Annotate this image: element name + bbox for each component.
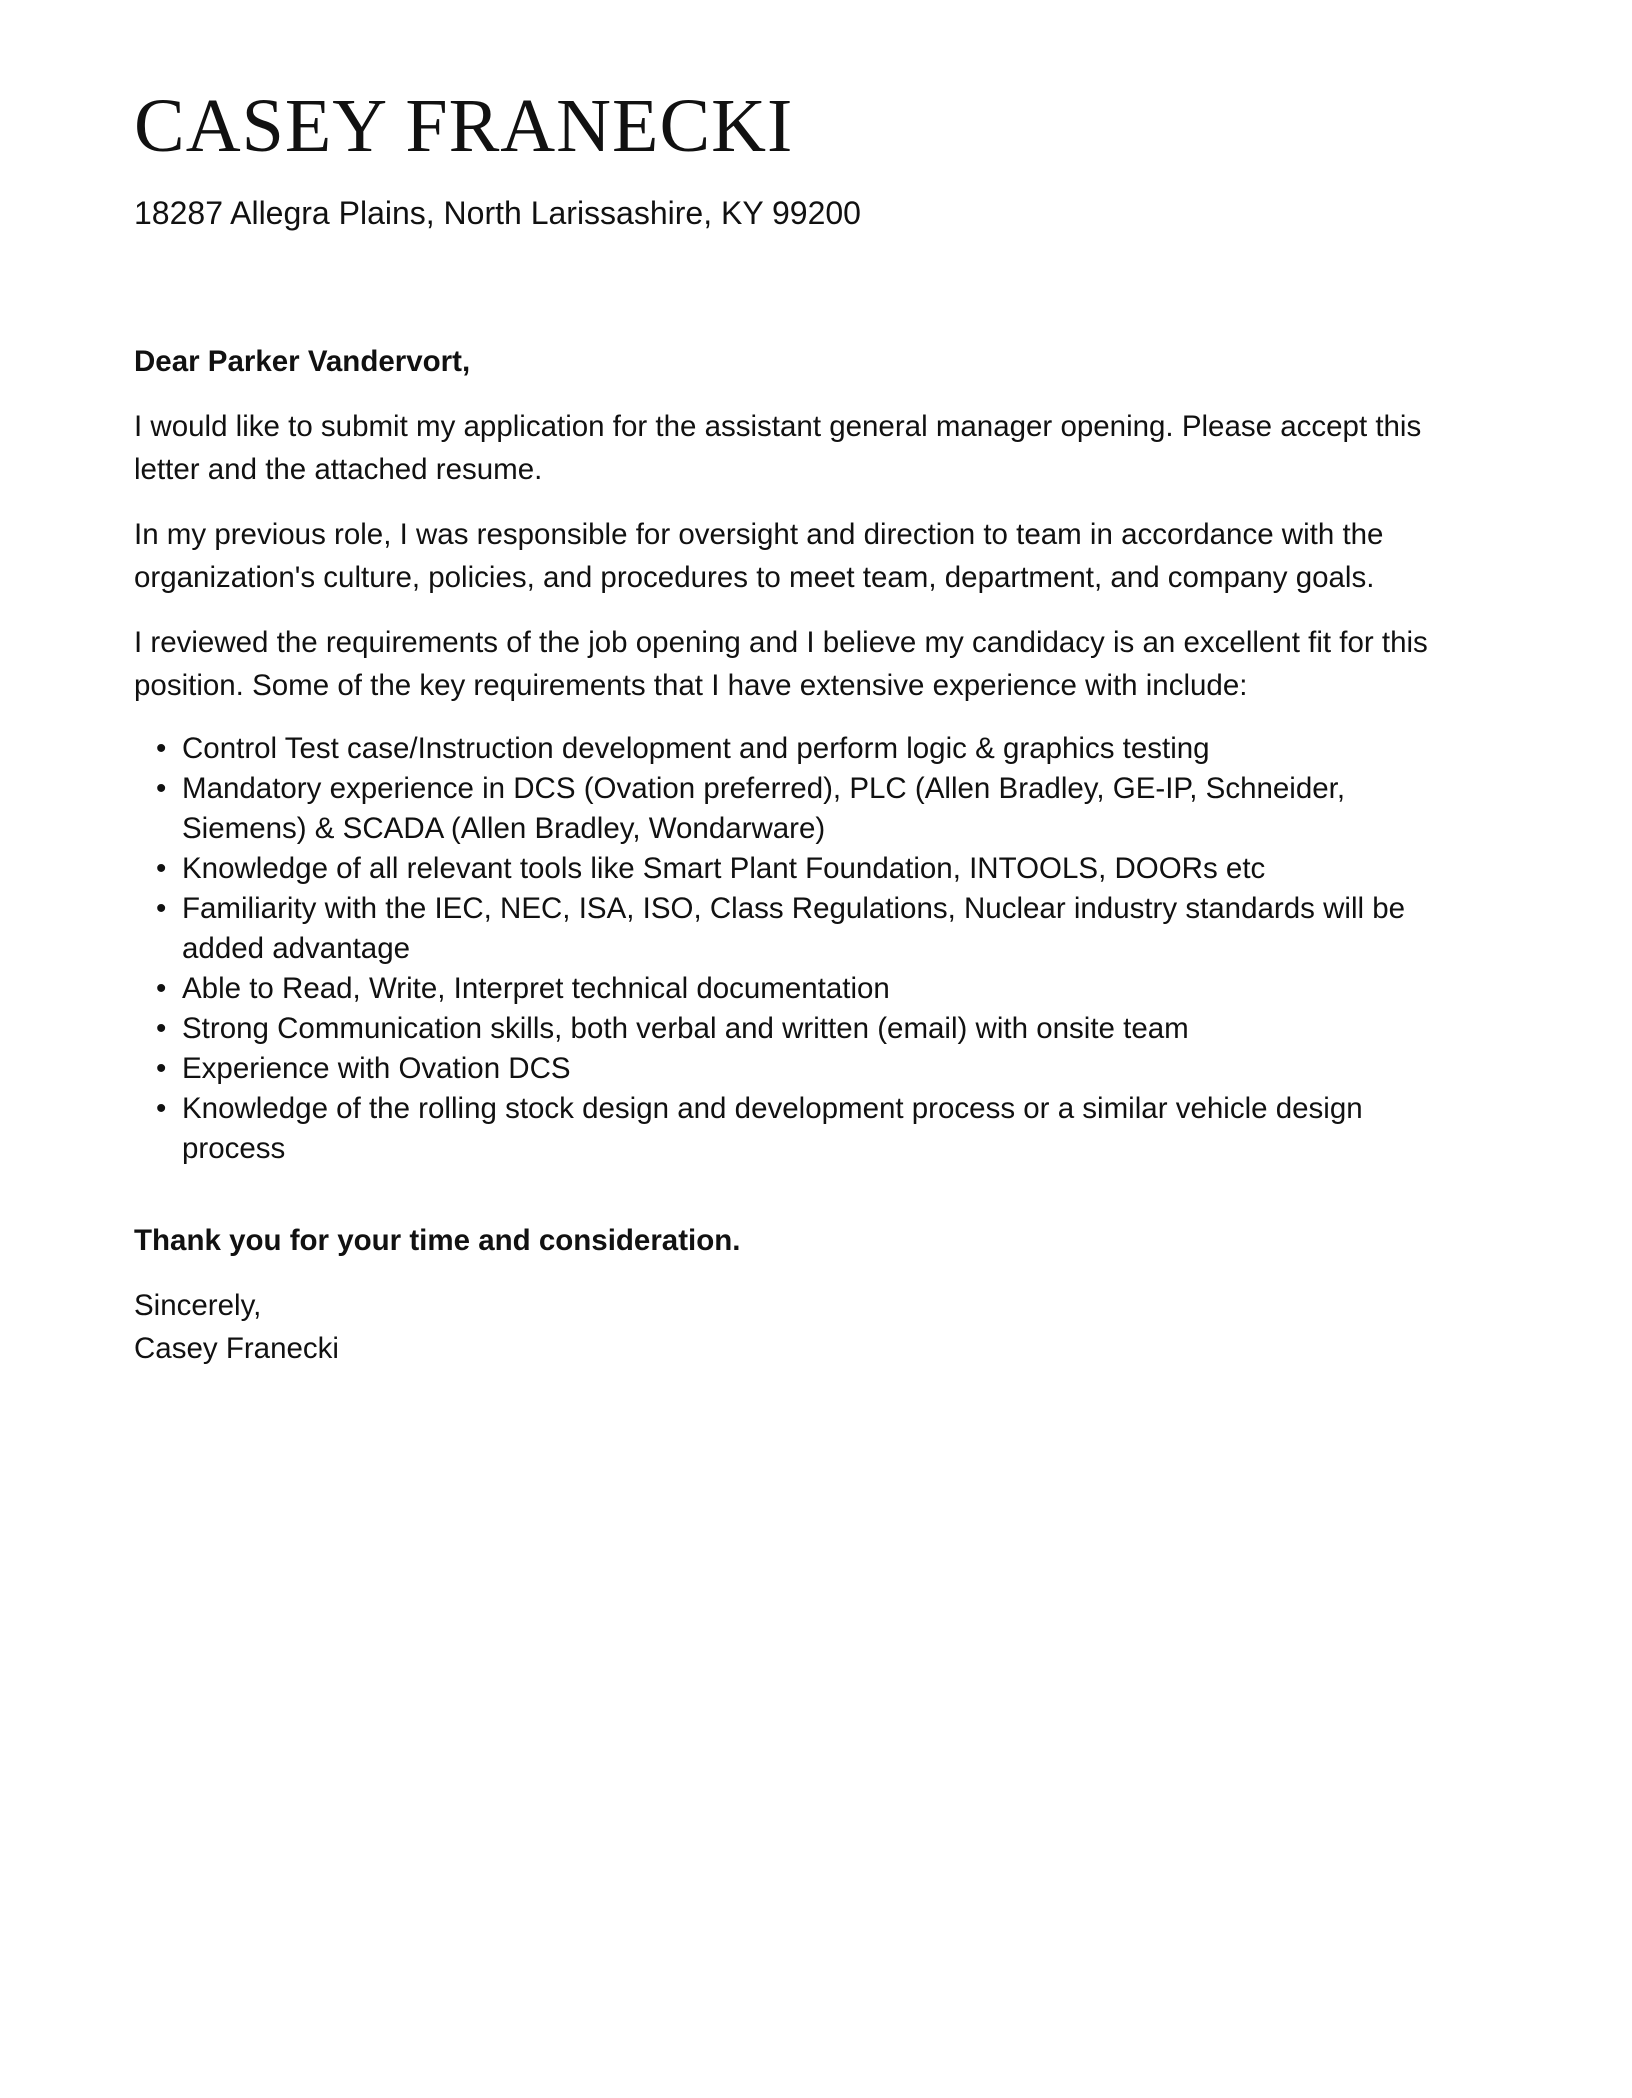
list-item [156,729,1474,769]
list-item [156,889,1474,969]
paragraph-requirements-intro: I reviewed the requirements of the job opening and I believe my candidacy is an excellent fit for this position. Some of the key requirements that I have extensive experience with include: [134,626,1428,703]
signature-name: Casey Franecki [134,1332,339,1366]
applicant-name: CASEY FRANECKI [134,84,794,168]
list-item-text: Experience with Ovation DCS [182,1052,571,1086]
applicant-address: 18287 Allegra Plains, North Larissashire, KY 99200 [134,195,861,231]
bullet-icon: • [156,1012,167,1046]
bullet-icon: • [156,732,167,766]
cover-letter-page [134,84,1474,1370]
list-item [156,849,1474,889]
list-item [156,1009,1474,1049]
list-item [156,969,1474,1009]
list-item [156,769,1474,849]
salutation: Dear Parker Vandervort, [134,345,471,379]
list-item-text: Knowledge of all relevant tools like Smart Plant Foundation, INTOOLS, DOORs etc [182,852,1266,886]
bullet-icon: • [156,892,167,926]
bullet-icon: • [156,972,167,1006]
bullet-icon: • [156,1092,167,1126]
list-item-text: Familiarity with the IEC, NEC, ISA, ISO, Class Regulations, Nuclear industry standards will be added advantage [182,892,1406,966]
letter-body [134,340,1474,1370]
bullet-icon: • [156,852,167,886]
list-item [156,1049,1474,1089]
bullet-icon: • [156,1052,167,1086]
list-item-text: Strong Communication skills, both verbal and written (email) with onsite team [182,1012,1189,1046]
paragraph-previous-role: In my previous role, I was responsible for oversight and direction to team in accordance with the organization's culture, policies, and procedures to meet team, department, and company goals. [134,518,1384,595]
list-item-text: Control Test case/Instruction development and perform logic & graphics testing [182,732,1210,766]
closing-line: Thank you for your time and consideration. [134,1224,741,1258]
paragraph-intro: I would like to submit my application for the assistant general manager opening. Please accept this letter and the attached resume. [134,410,1422,487]
signoff: Sincerely, [134,1289,262,1323]
requirements-list [134,729,1474,1169]
list-item-text: Able to Read, Write, Interpret technical documentation [182,972,890,1006]
list-item-text: Mandatory experience in DCS (Ovation preferred), PLC (Allen Bradley, GE-IP, Schneider, Siemens) & SCADA (Allen Bradley, Wondarware) [182,772,1346,846]
bullet-icon: • [156,772,167,806]
list-item [156,1089,1474,1169]
list-item-text: Knowledge of the rolling stock design and development process or a similar vehicle design process [182,1092,1363,1166]
